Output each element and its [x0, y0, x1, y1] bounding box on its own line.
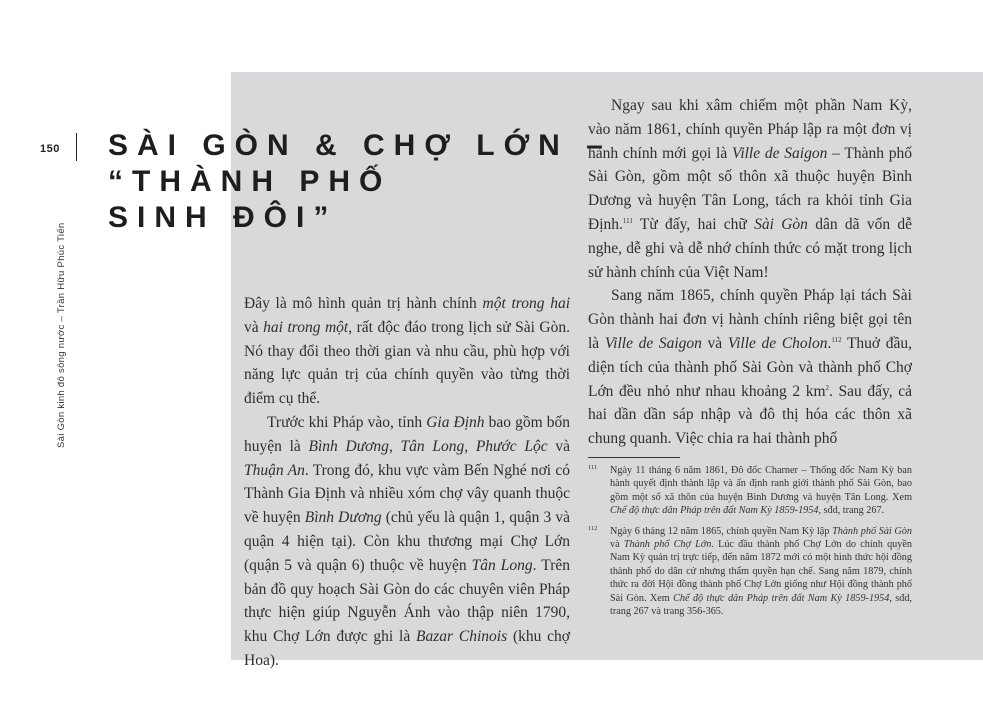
italic-run: Thuận An: [244, 461, 305, 479]
text-run: dân dã vốn dễ nghe, dễ ghi và dễ nhớ chính thức có mặt trong lịch sử hành chính của Việt Nam!: [588, 215, 913, 281]
text-run: . Lúc đầu thành phố Chợ Lớn do chính quyền Nam Kỳ quản trị trực tiếp, đến năm 1872 mới có một hình thức hội đồng thành phố do dân cử nhưng thẩm quyền hạn chế. Sang năm 1879, chính thức ra đời Hội đồng thành phố Chợ Lớn giống như Hội đồng thành phố Sài Gòn. Xem: [610, 539, 912, 604]
italic-run: Chế độ thực dân Pháp trên đất Nam Kỳ 1859-1954: [673, 592, 890, 604]
text-run: Từ đấy, hai chữ: [632, 215, 755, 233]
italic-run: Gia Định: [426, 413, 485, 431]
italic-run: Tân Long: [471, 556, 533, 574]
italic-run: hai trong một: [263, 318, 349, 336]
text-run: Sang năm 1865, chính quyền Pháp lại tách Sài Gòn thành hai đơn vị hành chính riêng biệt gọi tên là: [588, 287, 912, 352]
italic-run: Thành phố Sài Gòn: [832, 525, 912, 537]
text-run: .: [827, 334, 832, 352]
paragraph-1: [244, 292, 570, 411]
page-number-divider: [76, 133, 77, 161]
right-text-column: [588, 94, 912, 451]
chapter-title-line-3: SINH ĐÔI”: [108, 201, 338, 234]
italic-run: Sài Gòn: [754, 215, 808, 233]
paragraph-2: [244, 411, 570, 673]
text-run: – Thành phố Sài Gòn, gồm một số thôn xã thuộc huyện Bình Dương và huyện Tân Long, tách ra khỏi tỉnh Gia Định.: [588, 144, 912, 233]
footnote-marker: 112: [588, 524, 598, 532]
text-run: Trước khi Pháp vào, tỉnh: [267, 413, 427, 431]
text-run: . Trong đó, khu vực vàm Bến Nghé nơi có Thành Gia Định và nhiều xóm chợ vây quanh thuộc về huyện: [244, 461, 570, 527]
text-run: bao gồm bốn huyện là: [244, 413, 570, 455]
italic-run: Bình Dương: [308, 437, 389, 455]
italic-run: Chế độ thực dân Pháp trên đất Nam Kỳ 1859-1954: [610, 505, 819, 517]
chapter-title: [108, 128, 612, 236]
page-number: 150: [40, 143, 60, 155]
footnote-111: [588, 464, 912, 518]
italic-run: Phước Lộc: [475, 437, 548, 455]
text-run: Ngày 6 tháng 12 năm 1865, chính quyền Nam Kỳ lập: [610, 525, 833, 537]
italic-run: Tân Long: [400, 437, 465, 455]
italic-run: một trong hai: [482, 295, 571, 312]
chapter-title-line-2: “THÀNH PHỐ: [108, 165, 392, 198]
paragraph-3: [588, 94, 912, 284]
text-run: . Sau đấy, cả hai dần dần sáp nhập và đô thị hóa các thôn xã chung quanh. Việc chia ra hai thành phố: [588, 382, 912, 448]
text-run: , sđd, trang 267.: [818, 505, 885, 517]
italic-run: Ville de Saigon: [732, 144, 828, 162]
italic-run: Bình Dương: [304, 509, 382, 527]
italic-run: Bazar Chinois: [416, 628, 508, 646]
italic-run: Ville de Cholon: [727, 334, 828, 352]
text-run: và: [547, 437, 570, 455]
text-run: và: [701, 334, 728, 352]
text-run: ,: [388, 437, 401, 455]
left-text-column: [244, 292, 570, 673]
text-run: Ngay sau khi xâm chiếm một phần Nam Kỳ, vào năm 1861, chính quyền Pháp lập ra một đơn vị hành chính mới gọi là: [588, 97, 912, 162]
footnote-separator: [588, 457, 680, 458]
superscript: 2: [825, 383, 830, 392]
text-run: ,: [464, 437, 476, 455]
text-run: (chủ yếu là quận 1, quận 3 và quận 4 hiện tại). Còn khu thương mại Chợ Lớn (quận 5 và quận 6) thuộc về huyện: [244, 509, 570, 574]
text-run: , rất độc đáo trong lịch sử Sài Gòn. Nó thay đổi theo thời gian và nhu cầu, phù hợp với năng lực quản trị của chính quyền vào từng thời điểm cụ thể.: [244, 318, 570, 408]
text-run: Ngày 11 tháng 6 năm 1861, Đô đốc Charner – Thống đốc Nam Kỳ ban hành quyết định thành lập và ấn định ranh giới thành phố Sài Gòn, bao gồm một số xã thôn của huyện Bình Dương và huyện Tân Long. Xem: [610, 465, 912, 503]
text-run: Đây là mô hình quản trị hành chính: [244, 295, 483, 312]
italic-run: Thành phố Chợ Lớn: [623, 539, 712, 551]
running-head: Sài Gòn kinh đô sông nước – Trần Hữu Phúc Tiến: [56, 222, 67, 448]
paragraph-4: [588, 284, 912, 451]
text-run: Thuở đầu, diện tích của thành phố Sài Gòn và thành phố Chợ Lớn đều nhỏ như nhau khoảng 2 km: [588, 334, 912, 400]
footnote-marker: 111: [588, 464, 598, 471]
footnote-reference[interactable]: 111: [622, 216, 633, 225]
text-run: và: [244, 318, 264, 336]
footnote-112: [588, 525, 912, 619]
footnotes: [588, 464, 912, 625]
italic-run: Ville de Saigon: [604, 334, 702, 352]
text-run: , sđd, trang 267 và trang 356-365.: [610, 592, 912, 618]
text-run: . Trên bản đồ quy hoạch Sài Gòn do các chuyên viên Pháp thực hiện giúp Nguyễn Ánh vào thập niên 1790, khu Chợ Lớn được ghi là: [244, 556, 570, 646]
chapter-title-line-1: SÀI GÒN & CHỢ LỚN –: [108, 129, 612, 162]
text-run: (khu chợ Hoa).: [244, 628, 570, 669]
footnote-reference[interactable]: 112: [831, 335, 842, 344]
text-run: và: [610, 539, 624, 551]
